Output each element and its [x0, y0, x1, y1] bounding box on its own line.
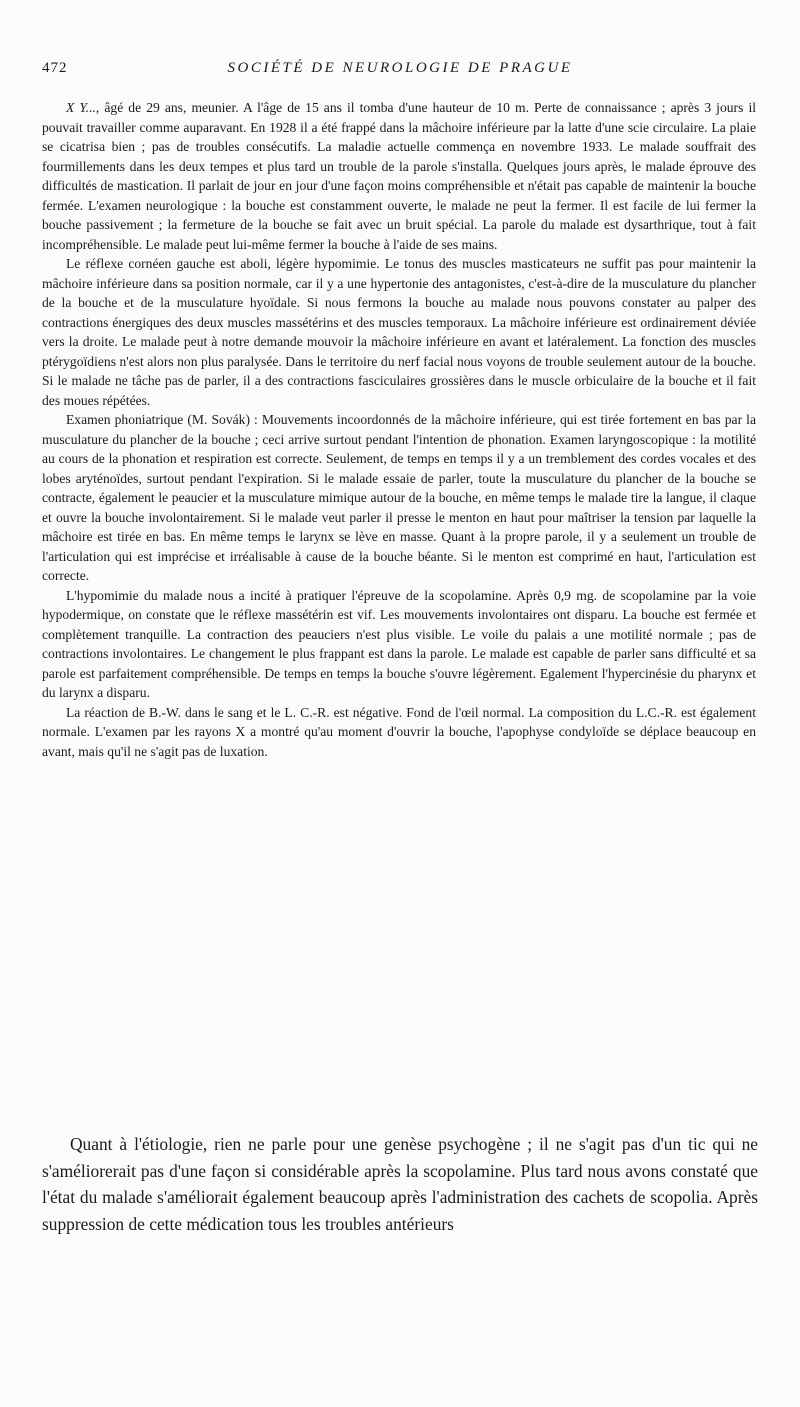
patient-id: X Y...: [66, 100, 96, 115]
page-number: 472: [42, 60, 68, 76]
case-report-paragraph: La réaction de B.-W. dans le sang et le L. C.-R. est négative. Fond de l'œil normal. La composition du L.C.-R. est également normale. L'examen par les rayons X a montré qu'au moment d'ouvrir la bouche, l'apophyse condyloïde se déplace beaucoup en avant, mais qu'il ne s'agit pas de luxation.: [42, 704, 756, 759]
running-title: SOCIÉTÉ DE NEUROLOGIE DE PRAGUE: [227, 60, 573, 76]
case-report-paragraph: L'hypomimie du malade nous a incité à pratiquer l'épreuve de la scopolamine. Après 0,9 mg. de scopolamine par la voie hypodermique, on constate que le réflexe massétérin est vif. Les mouvements involontaires ont disparu. La bouche est fermée et complètement tranquille. La contraction des peauciers n'est plus visible. Le voile du palais a une motilité normale ; pas de contractions involontaires. Le changement le plus frappant est dans la parole. Le malade est capable de parler sans difficulté et sa parole est parfaitement compréhensible. De temps en temps la bouche s'ouvre légèrement. Egalement l'hypercinésie du pharynx et du larynx a disparu.: [42, 587, 756, 700]
paragraph-text: , âgé de 29 ans, meunier. A l'âge de 15 ans il tomba d'une hauteur de 10 m. Perte de connaissance ; après 3 jours il pouvait travailler comme auparavant. En 1928 il a été frappé dans la mâchoire inférieure par la latte d'une scie circulaire. La plaie se cicatrisa bien ; pas de troubles consécutifs. La maladie actuelle commença en novembre 1933. Le malade souffrait des fourmillements dans les deux tempes et plus tard un trouble de la parole s'installa. Quelques jours après, le malade éprouve des difficultés de mastication. Il parlait de jour en jour d'une façon moins compréhensible et n'était pas capable de maintenir la bouche fermée. L'examen neurologique : la bouche est constamment ouverte, le malade ne peut la fermer. Il est facile de lui fermer la bouche passivement ; la fermeture de la bouche se fait avec un bruit spécial. La parole du malade est dysarthrique, tout à fait incompréhensible. Le malade peut lui-même fermer la bouche à l'aide de ses mains.: [42, 100, 756, 252]
case-report-paragraph: Le réflexe cornéen gauche est aboli, légère hypomimie. Le tonus des muscles masticateurs ne suffit pas pour maintenir la mâchoire inférieure dans sa position normale, car il y a une hypertonie des antagonistes, c'est-à-dire de la musculature du plancher de la bouche et de la musculature hyoïdale. Si nous fermons la bouche au malade nous pouvons constater au palper des contractions énergiques des deux muscles massétérins et des muscles temporaux. La mâchoire inférieure est ordinairement déviée vers la droite. Le malade peut à notre demande mouvoir la mâchoire inférieure en avant et latéralement. La fonction des muscles ptérygoïdiens n'est alors non plus paralysée. Dans le territoire du nerf facial nous voyons de trouble seulement autour de la bouche. Si le malade ne tâche pas de parler, il a des contractions fasciculaires grossières dans le muscle orbiculaire de la bouche et il fait des moues répétées.: [42, 256, 756, 408]
discussion-paragraph: Quant à l'étiologie, rien ne parle pour une genèse psychogène ; il ne s'agit pas d'un tic qui ne s'améliorerait pas d'une façon si considérable après la scopolamine. Plus tard nous avons constaté que l'état du malade s'améliorait également beaucoup après l'administration des cachets de scopolia. Après suppression de cette médication tous les troubles antérieurs: [42, 1134, 758, 1234]
case-report-paragraph: [42, 98, 756, 254]
case-report: [42, 98, 756, 761]
case-report-paragraph: Examen phoniatrique (M. Sovák) : Mouvements incoordonnés de la mâchoire inférieure, qui est tirée fortement en bas par la musculature du plancher de la bouche ; ceci arrive surtout pendant l'intention de phonation. Examen laryngoscopique : la motilité au cours de la phonation et respiration est correcte. Seulement, de temps en temps il y a un tremblement des cordes vocales et des lobes aryténoïdes, surtout pendant l'expiration. Si le malade essaie de parler, toute la musculature du plancher de la bouche se contracte, également le peaucier et la musculature mimique autour de la bouche, en même temps le malade tire la langue, il claque et ouvre la bouche involontairement. Si le malade veut parler il presse le menton en haut pour maîtriser la tension par laquelle la mâchoire est tirée en bas. En même temps le larynx se lève en masse. Quant à la propre parole, il y a seulement un trouble de l'articulation qui est imprécise et irréalisable à cause de la bouche béante. Si le menton est comprimé en haut, l'articulation est correcte.: [42, 412, 756, 583]
discussion: [42, 1131, 758, 1237]
page-header: [42, 60, 758, 82]
